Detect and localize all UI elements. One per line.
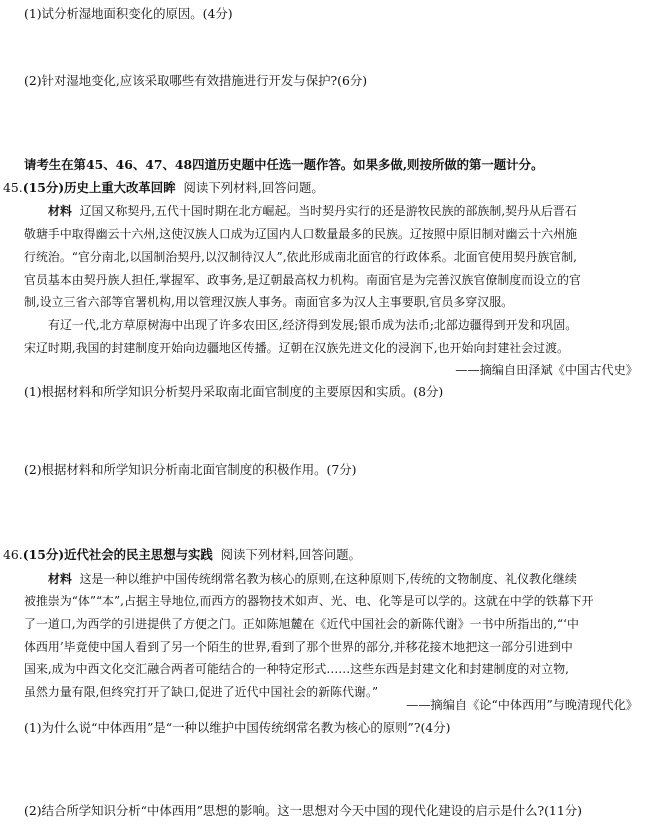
q45-source: ——摘编自田泽斌《中国古代史》 [455, 363, 638, 377]
q44-part2: (2)针对湿地变化,应该采取哪些有效措施进行开发与保护?(6分) [24, 73, 368, 88]
q46-material-line: 虽然力量有限,但终究打开了缺口,促进了近代中国社会的新陈代谢。” [24, 685, 379, 699]
q46-topic: 近代社会的民主思想与实践 [64, 547, 213, 562]
q46-source: ——摘编自《论“中体西用”与晚清现代化》 [406, 698, 638, 712]
q45-material-line: 敬瑭手中取得幽云十六州,这使汉族人口成为辽国内人口数量最多的民族。辽按照中原旧制对幽云十六州施 [24, 227, 578, 241]
q46-number: 46. [3, 547, 23, 562]
q45-topic: 历史上重大改革回眸 [64, 180, 176, 195]
q45-material-line: 有辽一代,北方草原树海中出现了许多农田区,经济得到发展;银币成为法币;北部边疆得到开发和巩固。 [48, 318, 578, 332]
q45-instruction: 阅读下列材料,回答问题。 [183, 180, 324, 195]
q46-material-text: 这是一种以维护中国传统纲常名教为核心的原则,在这种原则下,传统的文物制度、礼仪教化继续 [79, 572, 577, 586]
q46-part2: (2)结合所学知识分析“中体西用”思想的影响。这一思想对今天中国的现代化建设的启示是什么?(11分) [24, 803, 582, 818]
q46-instruction: 阅读下列材料,回答问题。 [220, 547, 361, 562]
q45-number: 45. [3, 180, 23, 195]
q46-header [3, 547, 361, 563]
q46-material-line: 被推崇为“体”“本”,占据主导地位,而西方的器物技术如声、光、电、化等是可以学的。这就在中学的铁幕下开 [24, 594, 594, 608]
q45-points: (15分) [22, 180, 65, 195]
q45-material-line [48, 203, 577, 219]
q44-part1: (1)试分析湿地面积变化的原因。(4分) [24, 6, 233, 21]
q45-material-label: 材料 [48, 204, 72, 218]
q45-part2: (2)根据材料和所学知识分析南北面官制度的积极作用。(7分) [24, 462, 357, 477]
q46-material-line: 国来,成为中西文化交汇融合两者可能结合的一种特定形式……这些东西是封建文化和封建制度的对立物, [24, 662, 569, 676]
q46-material-line: 了一道口,为西学的引进提供了方便之门。正如陈旭麓在《近代中国社会的新陈代谢》一书中所指出的,“‘中 [24, 617, 579, 631]
q45-material-text: 辽国又称契丹,五代十国时期在北方崛起。当时契丹实行的还是游牧民族的部族制,契丹从后晋石 [79, 204, 577, 218]
q46-material-line: 体西用’毕竟使中国人看到了另一个陌生的世界,看到了那个世界的部分,并移花接木地把这一部分引进到中 [24, 640, 573, 654]
q45-material-line: 行统治。“官分南北,以国制治契丹,以汉制待汉人”,依此形成南北面官的行政体系。北面官使用契丹族官制, [24, 250, 577, 264]
q45-material-line: 宋辽时期,我国的封建制度开始向边疆地区传播。辽朝在汉族先进文化的浸润下,也开始向封建社会过渡。 [24, 341, 569, 355]
elective-notice: 请考生在第45、46、47、48四道历史题中任选一题作答。如果多做,则按所做的第一题计分。 [24, 157, 544, 172]
q45-header [3, 180, 324, 196]
q45-material-line: 官员基本由契丹族人担任,掌握军、政事务,是辽朝最高权力机构。南面官是为完善汉族官僚制度而设立的官 [24, 273, 581, 287]
q45-part1: (1)根据材料和所学知识分析契丹采取南北面官制度的主要原因和实质。(8分) [24, 384, 444, 399]
q46-points: (15分) [22, 547, 65, 562]
q45-material-line: 制,设立三省六部等官署机构,用以管理汉族人事务。南面官多为汉人主事要职,官员多穿汉服。 [24, 295, 514, 309]
q46-material-line [48, 571, 577, 587]
q46-part1: (1)为什么说“中体西用”是“一种以维护中国传统纲常名教为核心的原则”?(4分) [24, 720, 451, 735]
q46-material-label: 材料 [48, 572, 72, 586]
